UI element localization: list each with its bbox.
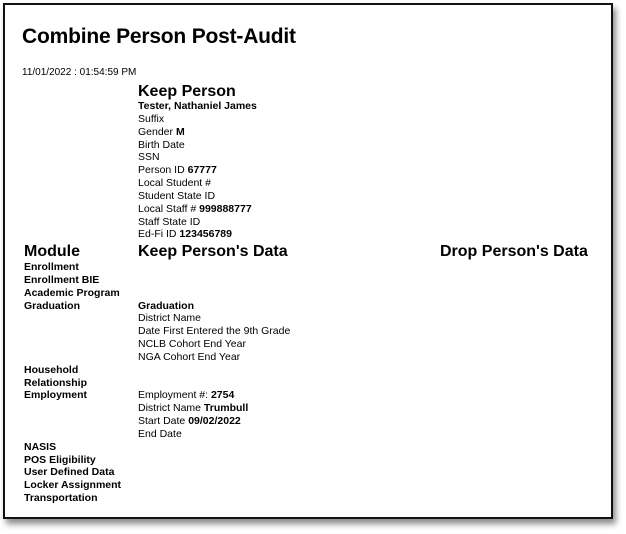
field-label: District Name <box>138 401 202 414</box>
field-value: 123456789 <box>176 228 232 241</box>
graduation-heading: Graduation <box>138 299 195 312</box>
field-label: Local Staff # <box>138 202 197 215</box>
field-value: 09/02/2022 <box>185 414 241 427</box>
employment-data <box>138 389 248 440</box>
field-label: End Date <box>138 427 182 440</box>
module-relationship: Relationship <box>24 376 88 389</box>
module-employment: Employment <box>24 389 88 402</box>
field-label: Suffix <box>138 112 165 125</box>
drop-data-column-header: Drop Person's Data <box>440 243 588 260</box>
module-pos-eligibility: POS Eligibility <box>24 453 96 466</box>
field-label: Birth Date <box>138 138 185 151</box>
module-household: Household <box>24 363 79 376</box>
field-label: Local Student # <box>138 177 211 190</box>
person-field <box>138 228 257 241</box>
person-name: Tester, Nathaniel James <box>138 100 257 112</box>
grad-field: NGA Cohort End Year <box>138 350 241 363</box>
keep-person-heading: Keep Person <box>138 83 236 100</box>
timestamp: 11/01/2022 : 01:54:59 PM <box>22 67 137 78</box>
module-transportation: Transportation <box>24 492 98 505</box>
person-field <box>138 203 257 216</box>
module-locker-assignment: Locker Assignment <box>24 479 122 492</box>
field-value: 2754 <box>208 389 235 401</box>
module-enrollment: Enrollment <box>24 261 79 273</box>
employment-field <box>138 415 248 428</box>
field-value: Trumbull <box>201 401 249 414</box>
keep-person-details <box>138 100 257 241</box>
employment-field <box>138 402 248 415</box>
employment-field <box>138 428 248 441</box>
employment-field <box>138 389 248 402</box>
graduation-data <box>138 300 290 364</box>
module-list <box>24 261 121 505</box>
module-nasis: NASIS <box>24 440 57 453</box>
field-label: Gender <box>138 125 174 138</box>
grad-field: NCLB Cohort End Year <box>138 338 246 351</box>
person-field <box>138 151 257 164</box>
module-academic-program: Academic Program <box>24 286 120 299</box>
field-label: Ed-Fi ID <box>138 228 177 241</box>
field-label: Start Date <box>138 414 186 427</box>
field-value: 999888777 <box>196 202 252 215</box>
page-title: Combine Person Post-Audit <box>22 25 296 48</box>
field-value: M <box>173 125 185 138</box>
module-graduation: Graduation <box>24 299 81 312</box>
module-enrollment-bie: Enrollment BIE <box>24 273 100 286</box>
person-field <box>138 164 257 177</box>
person-field <box>138 190 257 203</box>
field-label: Student State ID <box>138 189 216 202</box>
person-field <box>138 216 257 229</box>
field-label: Employment #: <box>138 389 209 401</box>
grad-field: Date First Entered the 9th Grade <box>138 325 291 338</box>
field-label: SSN <box>138 151 160 164</box>
person-field <box>138 139 257 152</box>
field-value: 67777 <box>184 164 217 177</box>
module-column-header: Module <box>24 243 80 260</box>
person-field <box>138 177 257 190</box>
person-field <box>138 113 257 126</box>
field-label: Staff State ID <box>138 215 201 228</box>
module-user-defined-data: User Defined Data <box>24 466 115 479</box>
field-label: Person ID <box>138 164 185 177</box>
keep-data-column-header: Keep Person's Data <box>138 243 288 260</box>
person-field <box>138 126 257 139</box>
grad-field: District Name <box>138 312 202 325</box>
